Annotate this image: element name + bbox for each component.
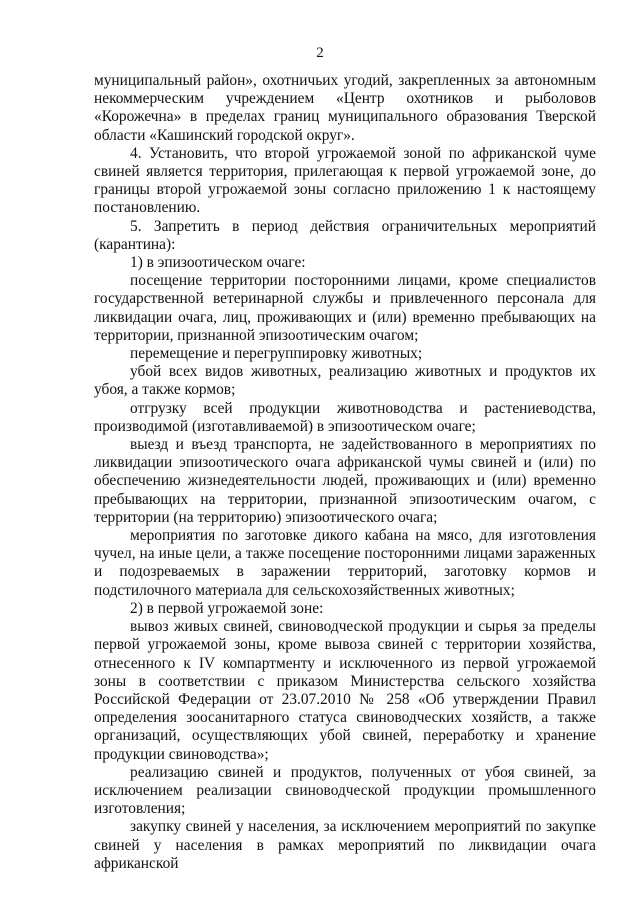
page-number: 2 [316,45,324,61]
paragraph: закупку свиней у населения, за исключением мероприятий по закупке свиней у населения в рамках мероприятий по ликвидации очага африканской [94,818,596,872]
paragraph: посещение территории посторонними лицами, кроме специалистов государственной ветеринарной службы и привлеченного персонала для ликвидации очага, лиц, проживающих и (или) временно пребывающих на территории, признанной эпизоотическим очагом; [94,272,596,344]
paragraph: отгрузку всей продукции животноводства и растениеводства, производимой (изготавливаемой) в эпизоотическом очаге; [94,399,596,435]
paragraph: вывоз живых свиней, свиноводческой продукции и сырья за пределы первой угрожаемой зоны, кроме вывоза свиней с территории хозяйства, отнесенного к IV компартменту и исключенного из первой угрожаемой зоны в соответствии с приказом Министерства сельского хозяйства Российской Федерации от 23.07.2010 № 258 «Об утверждении Правил определения зоосанитарного статуса свиноводческих хозяйств, а также организаций, осуществляющих убой свиней, переработку и хранение продукции свиноводства»; [94,618,596,763]
paragraph: 5. Запретить в период действия ограничительных мероприятий (карантина): [94,217,596,253]
paragraph: муниципальный район», охотничьих угодий, закрепленных за автономным некоммерческим учреждением «Центр охотников и рыболовов «Корожечна» в пределах границ муниципального образования Тверской области «Кашинский городской округ». [94,72,596,144]
paragraph: убой всех видов животных, реализацию животных и продуктов их убоя, а также кормов; [94,363,596,399]
document-body [94,72,596,873]
paragraph: реализацию свиней и продуктов, полученных от убоя свиней, за исключением реализации свиноводческой продукции промышленного изготовления; [94,763,596,818]
paragraph: 1) в эпизоотическом очаге: [130,254,306,272]
paragraph: перемещение и перегруппировку животных; [130,345,423,363]
paragraph: 2) в первой угрожаемой зоне: [130,599,324,617]
paragraph: 4. Установить, что второй угрожаемой зоной по африканской чуме свиней является территория, прилегающая к первой угрожаемой зоне, до границы второй угрожаемой зоны согласно приложению 1 к настоящему постановлению. [94,144,596,217]
paragraph: выезд и въезд транспорта, не задействованного в мероприятиях по ликвидации эпизоотического очага африканской чумы свиней и (или) по обеспечению жизнедеятельности людей, проживающих и (или) временно пребывающих на территории, признанной эпизоотическим очагом, с территории (на территорию) эпизоотического очага; [94,436,596,526]
paragraph: мероприятия по заготовке дикого кабана на мясо, для изготовления чучел, на иные цели, а также посещение посторонними лицами зараженных и подозреваемых в заражении территорий, заготовку кормов и подстилочного материала для сельскохозяйственных животных; [94,527,596,599]
